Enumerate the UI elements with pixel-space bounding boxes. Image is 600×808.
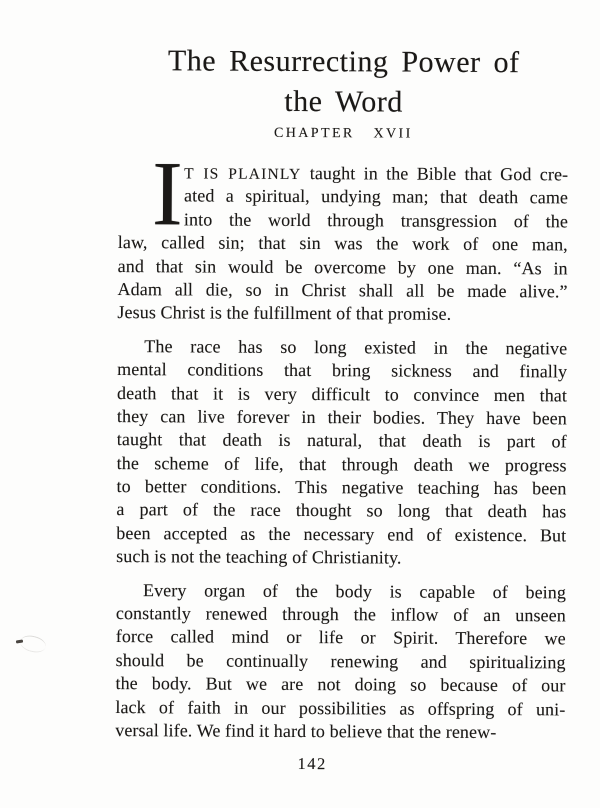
text-line: T IS PLAINLY taught in the Bible that God cre- — [184, 163, 569, 185]
text-line: law, called sin; that sin was the work of one man, — [117, 232, 568, 255]
chapter-heading: CHAPTER XVII — [274, 125, 413, 142]
text-line: mental conditions that bring sickness and finally — [117, 359, 568, 382]
lead-small-caps: T IS PLAINLY — [184, 165, 302, 184]
text-line: to better conditions. This negative teaching has been — [116, 476, 567, 499]
body-text — [115, 142, 569, 745]
text-line: should be continually renewing and spiritualizing — [115, 649, 566, 673]
paragraph — [116, 335, 567, 571]
text-line: Every organ of the body is capable of being — [142, 579, 567, 603]
text-line: lack of faith in our possibilities as offspring of uni- — [115, 696, 566, 719]
page-number: 142 — [297, 754, 327, 774]
paragraph — [115, 579, 566, 745]
text-line: the body. But we are not doing so because of our — [115, 673, 566, 696]
text-line: they can live forever in their bodies. They have been — [116, 405, 567, 429]
text-line: into the world through transgression of the — [183, 209, 568, 232]
text-column — [115, 0, 569, 776]
text-line: force called mind or life or Spirit. Therefore we — [115, 626, 566, 649]
page-title-line-2: the Word — [284, 84, 403, 119]
text-line: such is not the teaching of Christianity. — [116, 546, 402, 568]
text-line: taught that death is natural, that death is part of — [116, 429, 567, 452]
paragraph — [117, 142, 569, 327]
text-line: Adam all die, so in Christ shall all be made alive.” — [117, 278, 568, 302]
text-line: ated a spiritual, undying man; that death came — [184, 185, 569, 208]
drop-cap: I — [151, 142, 184, 245]
text-line: Jesus Christ is the fulfillment of that promise. — [117, 302, 452, 325]
text-line: versal life. We find it hard to believe that the renew- — [115, 720, 497, 743]
text-line: the scheme of life, that through death we progress — [116, 452, 567, 476]
text-line: and that sin would be overcome by one man. “As in — [117, 255, 568, 278]
page-title-line-1: The Resurrecting Power of — [167, 44, 520, 80]
text-line: The race has so long existed in the negative — [144, 335, 568, 359]
text-line: been accepted as the necessary end of existence. But — [116, 522, 567, 546]
text-line: constantly renewed through the inflow of an unseen — [115, 603, 566, 626]
page-title — [118, 41, 568, 123]
text-line: death that it is very difficult to convince men that — [116, 382, 568, 405]
text-line: a part of the race thought so long that death has — [116, 499, 567, 522]
